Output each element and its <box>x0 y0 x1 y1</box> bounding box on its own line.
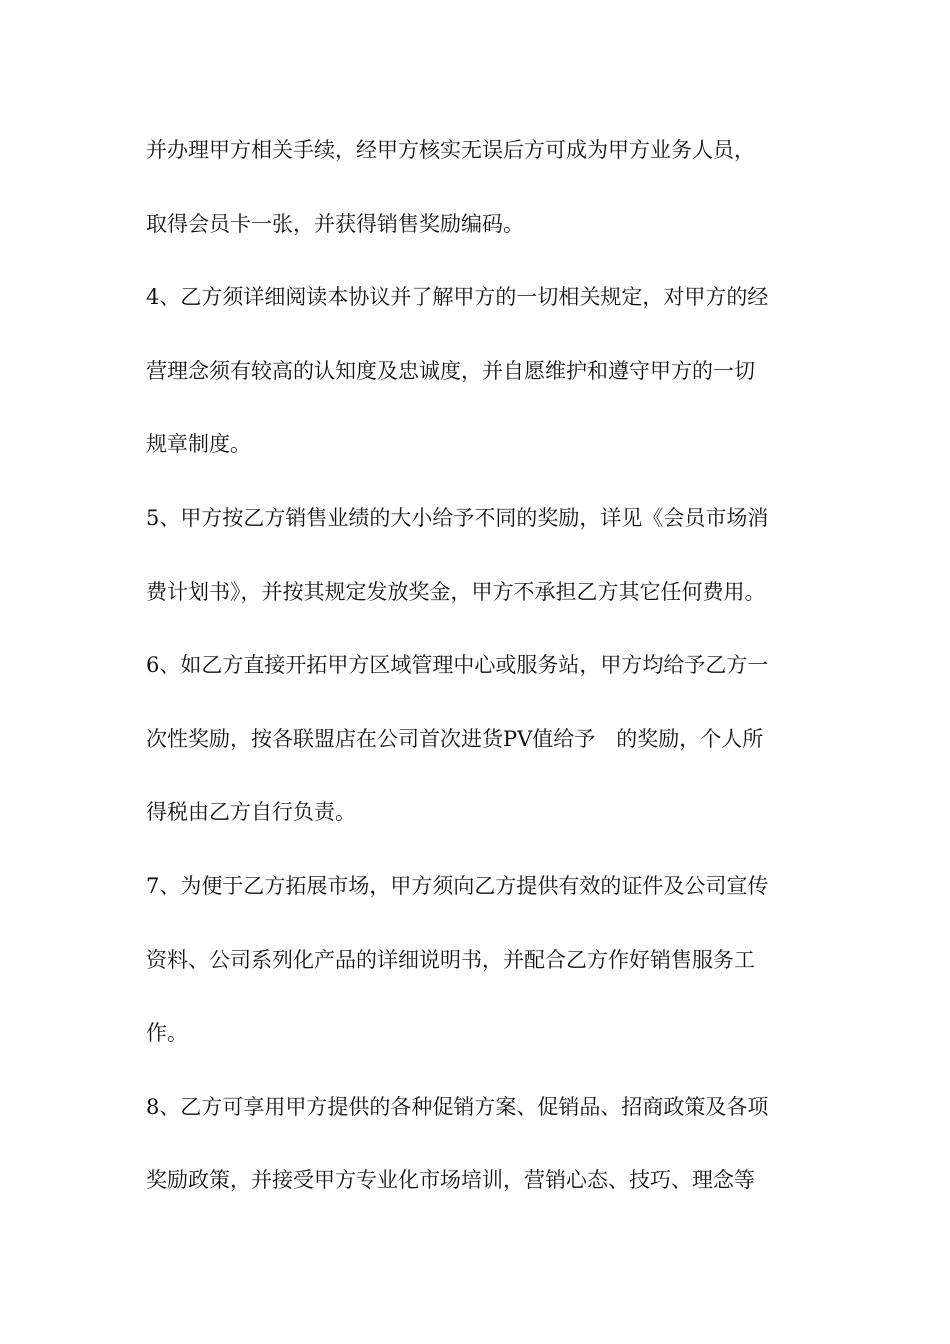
text-line-11: 7、为便于乙方拓展市场，甲方须向乙方提供有效的证件及公司宣传 <box>146 873 769 898</box>
text-line-12: 资料、公司系列化产品的详细说明书，并配合乙方作好销售服务工 <box>146 947 755 972</box>
text-line-13: 作。 <box>146 1021 188 1046</box>
text-line-5: 规章制度。 <box>146 432 251 457</box>
text-line-2: 取得会员卡一张，并获得销售奖励编码。 <box>146 211 524 236</box>
text-line-8: 6、如乙方直接开拓甲方区域管理中心或服务站，甲方均给予乙方一 <box>146 653 769 678</box>
text-line-3: 4、乙方须详细阅读本协议并了解甲方的一切相关规定，对甲方的经 <box>146 285 769 310</box>
text-line-9: 次性奖励，按各联盟店在公司首次进货PV值给予 的奖励，个人所 <box>146 726 764 751</box>
text-line-10: 得税由乙方自行负责。 <box>146 800 356 825</box>
text-line-7: 费计划书》，并按其规定发放奖金，甲方不承担乙方其它任何费用。 <box>146 579 766 604</box>
text-line-14: 8、乙方可享用甲方提供的各种促销方案、促销品、招商政策及各项 <box>146 1094 769 1119</box>
text-line-1: 并办理甲方相关手续，经甲方核实无误后方可成为甲方业务人员， <box>146 138 755 162</box>
text-line-15: 奖励政策，并接受甲方专业化市场培训，营销心态、技巧、理念等 <box>146 1168 755 1193</box>
document-body <box>146 128 811 1232</box>
text-line-6: 5、甲方按乙方销售业绩的大小给予不同的奖励，详见《会员市场消 <box>146 505 769 530</box>
text-line-4: 营理念须有较高的认知度及忠诚度，并自愿维护和遵守甲方的一切 <box>146 358 755 383</box>
